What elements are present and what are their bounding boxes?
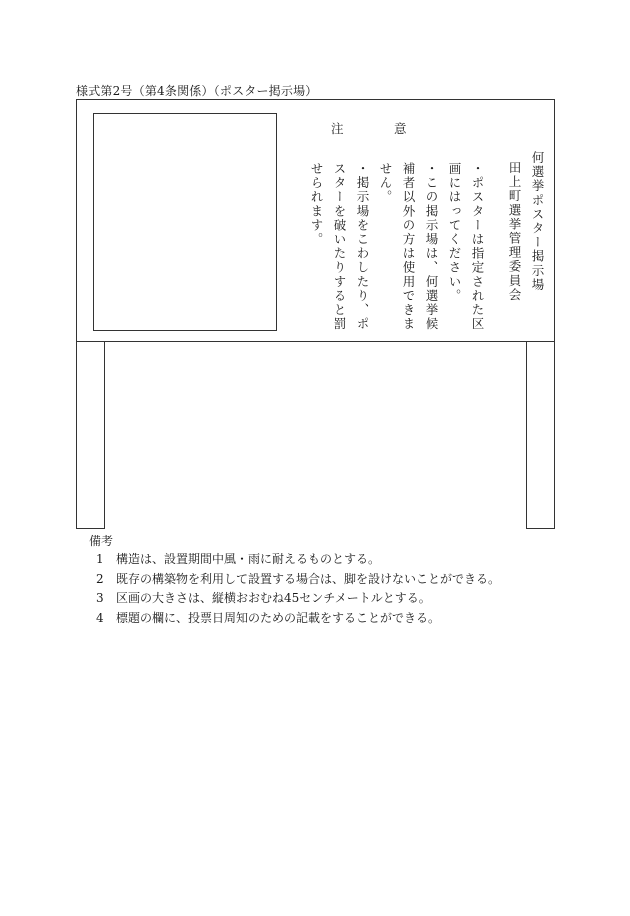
form-title: 様式第2号（第4条関係）（ポスター掲示場）: [76, 84, 318, 98]
remark-item: [96, 589, 536, 609]
remark-text: 既存の構築物を利用して設置する場合は、脚を設けないことができる。: [116, 571, 501, 586]
board-leg-right: [526, 341, 555, 529]
notice-list: [285, 162, 489, 342]
remark-item: [96, 550, 536, 570]
remark-number: 3: [96, 591, 104, 605]
remark-item: [96, 570, 536, 590]
notice-heading-1: 注: [331, 121, 344, 136]
notice-item: ・ポスターは指定された区画にはってください。: [447, 162, 485, 332]
board-title: 何選挙ポスター掲示場: [530, 151, 545, 292]
committee-name: 田上町選挙管理委員会: [507, 161, 522, 302]
remark-number: 1: [96, 552, 104, 566]
notice-heading-2: 意: [394, 121, 407, 136]
remark-number: 4: [96, 610, 104, 625]
remark-text: 標題の欄に、投票日周知のための記載をすることができる。: [116, 610, 441, 625]
remarks-list: [96, 550, 536, 628]
remarks-heading: 備考: [89, 534, 114, 548]
remark-text: 構造は、設置期間中風・雨に耐えるものとする。: [116, 552, 381, 566]
remark-number: 2: [96, 571, 104, 586]
notice-item: ・この掲示場は、何選挙候補者以外の方は使用できません。: [378, 162, 439, 332]
remark-text: 区画の大きさは、縦横おおむね45センチメートルとする。: [116, 591, 431, 605]
remark-item: [96, 609, 536, 629]
poster-area: [93, 113, 277, 331]
board-leg-left: [76, 341, 105, 529]
notice-item: ・掲示場をこわしたり、ポスターを破いたりすると罰せられます。: [309, 162, 370, 332]
